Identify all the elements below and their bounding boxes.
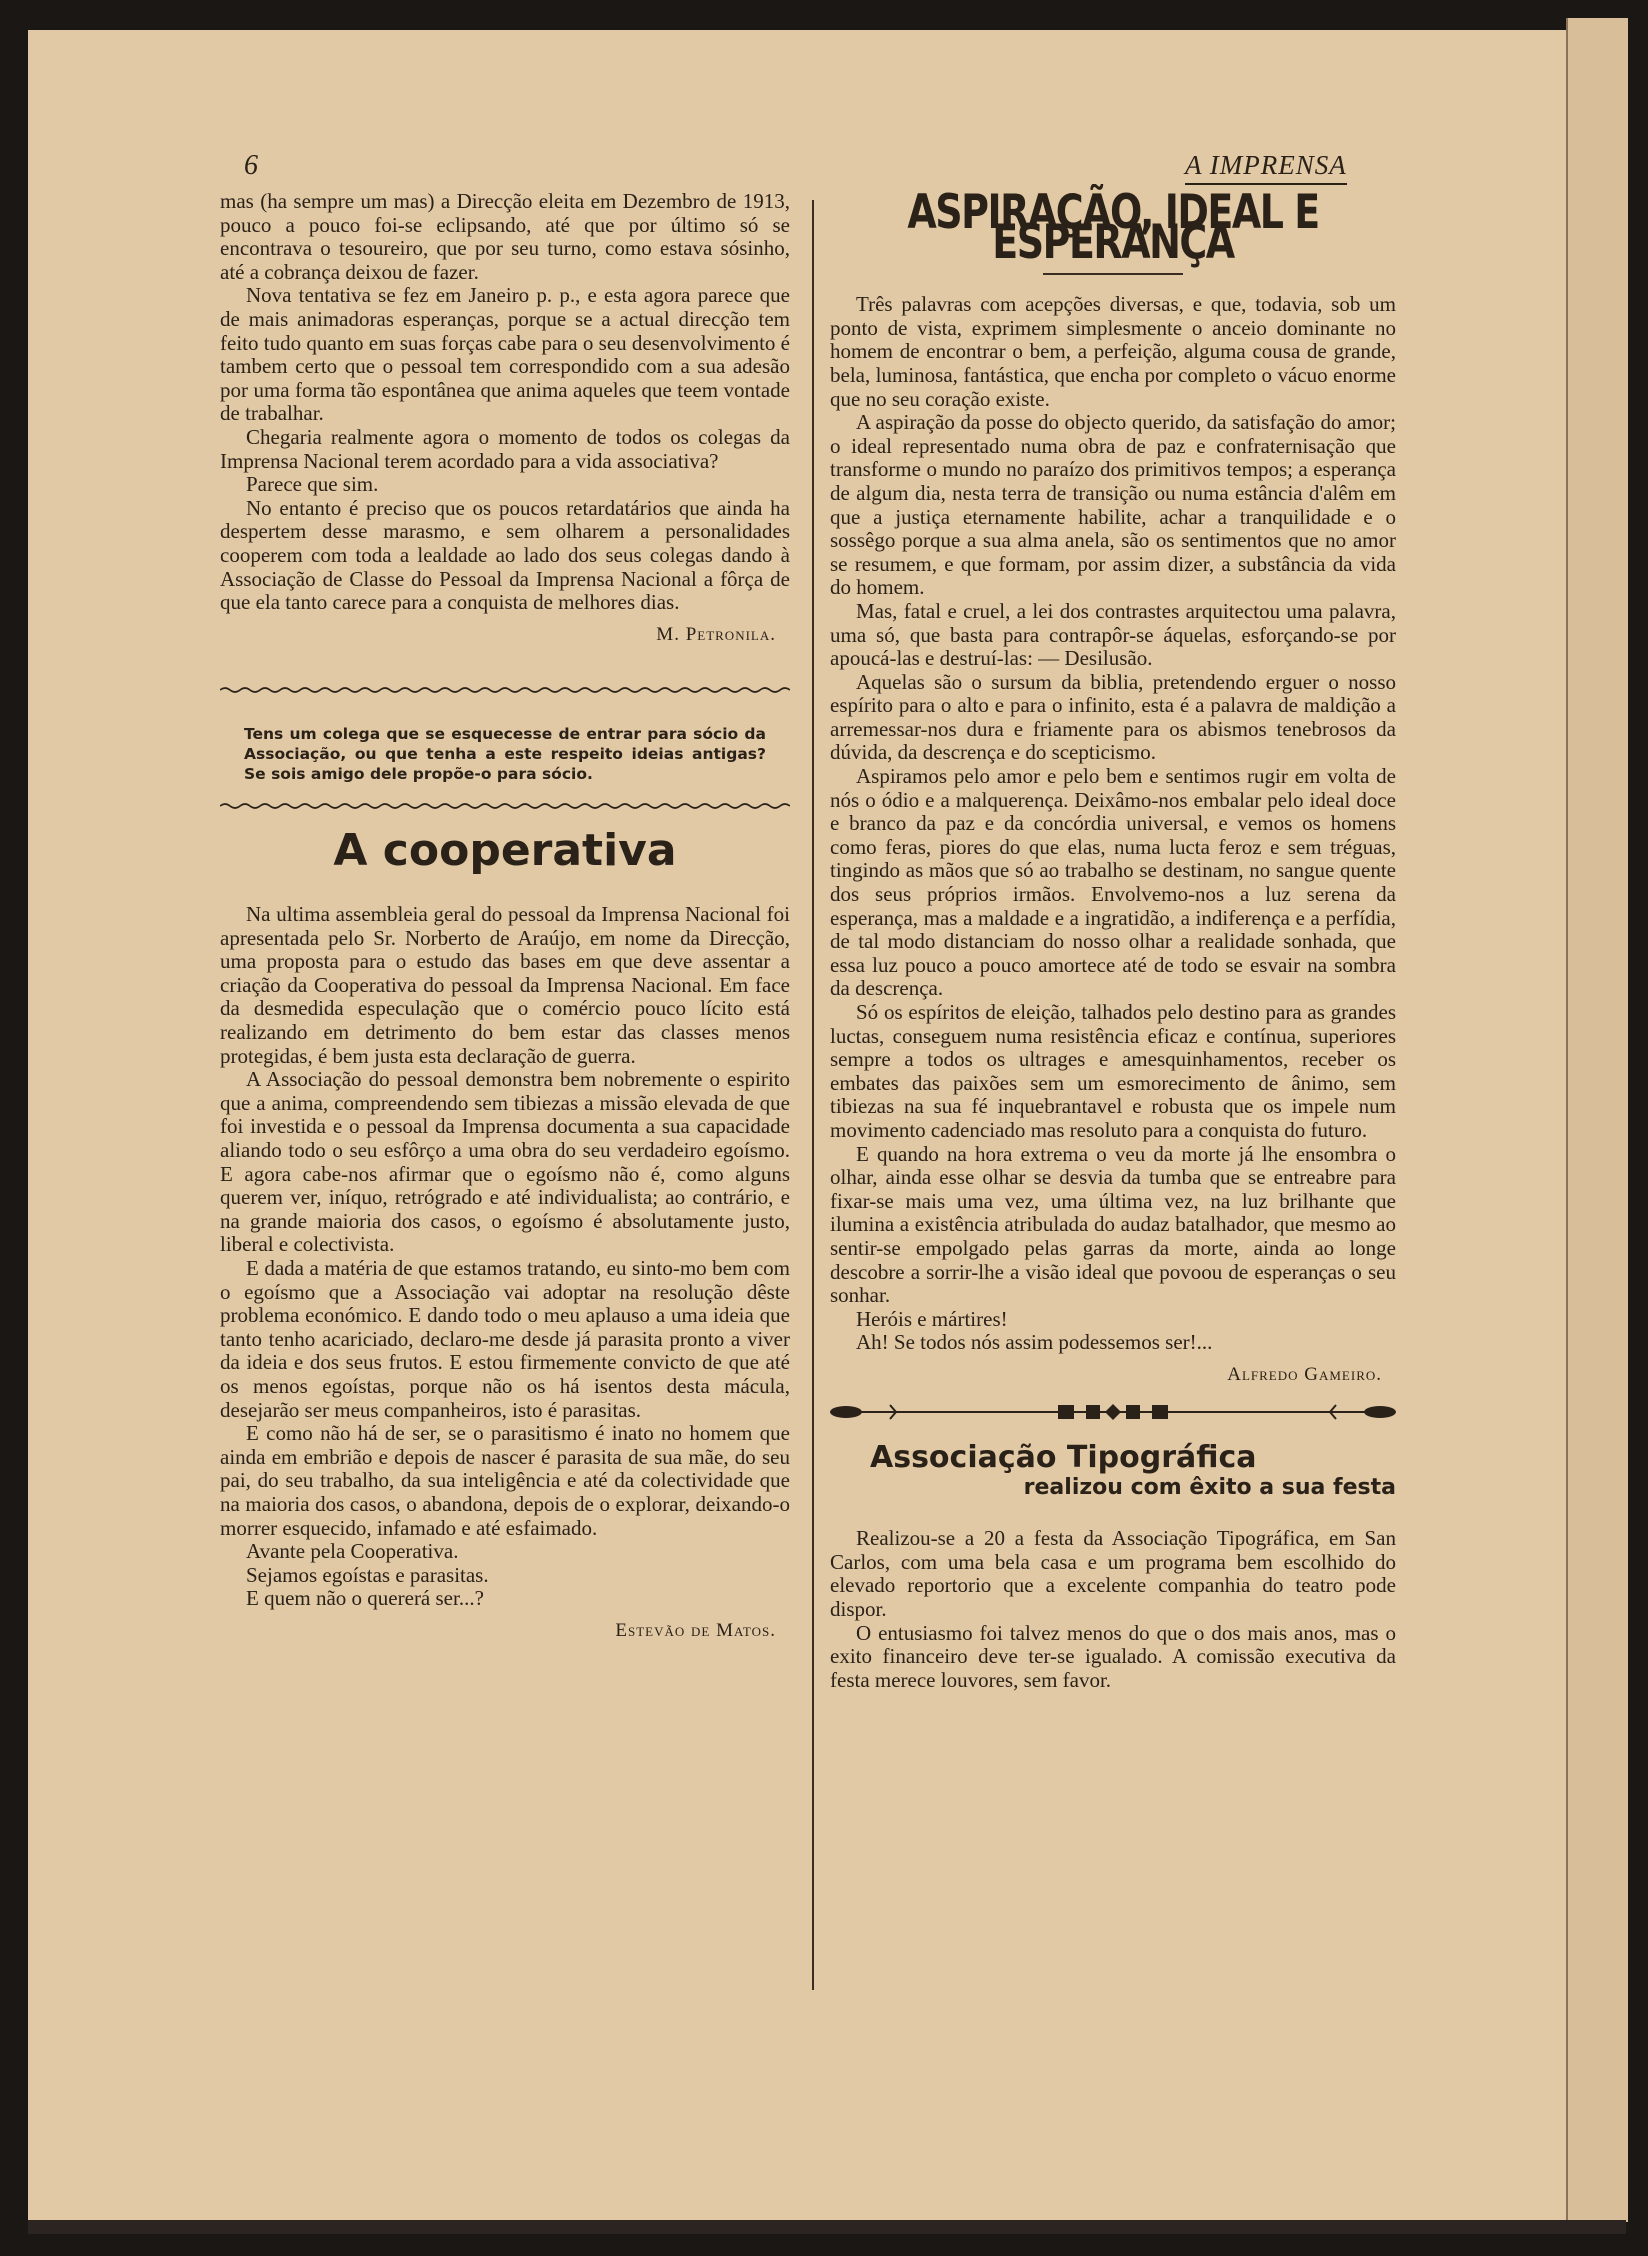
next-page-edge [1566, 18, 1628, 2222]
paragraph: No entanto é preciso que os poucos retardatários que ainda ha despertem desse marasmo, e sem olharem a personalidades cooperem com toda a lealdade ao lado dos seus colegas dando à Associação de Classe do Pessoal da Imprensa Nacional a fôrça de que ela tanto carece para a conquista de melhores dias. [220, 495, 790, 615]
continued-article [220, 190, 790, 646]
paragraph: Três palavras com acepções diversas, e que, todavia, sob um ponto de vista, exprimem simplesmente o anceio dominante no homem de encontrar o bem, a perfeição, alguma cousa de grande, bela, luminosa, fantástica, que encha por completo o vácuo enorme que no seu coração existe. [830, 292, 1396, 411]
paragraph: Realizou-se a 20 a festa da Associação Tipográfica, em San Carlos, com uma bela casa e um programa bem escolhido do elevado reportorio que a excelente companhia do teatro pode dispor. [830, 1526, 1396, 1622]
cooperative-article [220, 903, 790, 1642]
article-title: Associação Tipográfica [870, 1440, 1257, 1476]
paragraph: Na ultima assembleia geral do pessoal da Imprensa Nacional foi apresentada pelo Sr. Norberto de Araújo, em nome da Direcção, uma proposta para o estudo das bases em que deve assentar a criação da Cooperativa do pessoal da Imprensa Nacional. Em face da desmedida especulação que o comércio pouco lícito está realizando em detrimento do bem estar das classes menos protegidas, é bem justa esta declaração de guerra. [220, 902, 790, 1068]
page-number: 6 [244, 150, 258, 181]
paragraph: Mas, fatal e cruel, a lei dos contrastes arquitectou uma palavra, uma só, que basta para contrapôr-se áquelas, esforçando-se por apoucá-las e destruí-las: — Desilusão. [830, 598, 1396, 671]
title-rule [1043, 273, 1183, 275]
paragraph: E como não há de ser, se o parasitismo é inato no homem que ainda em embrião e depois de nascer é parasita de sua mãe, do seu pai, do seu trabalho, da sua inteligência e até da colectividade que na maioria dos casos, o abandona, depois de o explorar, deixando-o morrer esquecido, infamado e até esfaimado. [220, 1421, 790, 1540]
paragraph: E dada a matéria de que estamos tratando, eu sinto-mo bem com o egoísmo que a Associação vai adoptar na resolução dêste problema económico. E dando todo o meu aplauso a uma ideia que tanto tenho acariciado, declaro-me desde já parasita pronto a viver da ideia e dos seus frutos. E estou firmemente convicto de que até os menos egoístas, porque não os há isentos desta mácula, desejarão ser meus companheiros, isto é parasitas. [220, 1255, 790, 1422]
article-subtitle: realizou com êxito a sua festa [1023, 1474, 1396, 1500]
left-column [220, 190, 790, 1642]
scan-bottom-edge [28, 2220, 1626, 2234]
paragraph: Avante pela Cooperativa. [246, 1539, 459, 1564]
paragraph: Chegaria realmente agora o momento de todos os colegas da Imprensa Nacional terem acordado para a vida associativa? [220, 424, 790, 473]
article-signature: M. Petronila. [656, 623, 776, 645]
paragraph: E quando na hora extrema o veu da morte já lhe ensombra o olhar, ainda esse olhar se desvia da tumba que se entreabre para fixar-se mais uma vez, uma última vez, na luz brilhante que ilumina a existência atribulada do audaz batalhador, que mesmo ao sentir-se empolgado pelas garras da morte, ainda ao longe descobre a sorrir-lhe a visão ideal que povoou de esperanças o seu sonhar. [830, 1141, 1396, 1308]
paragraph: Aspiramos pelo amor e pelo bem e sentimos rugir em volta de nós o ódio e a malquerença. Deixâmo-nos embalar pelo ideal doce e branco da paz e da concórdia universal, e vemos os homens como feras, piores do que elas, numa lucta feroz e sem tréguas, tingindo as mãos que só ao trabalho se destinam, no sangue quente dos seus próprios irmãos. Envolvemo-nos a luz serena da esperança, mas a maldade e a ingratidão, a indiferença e a perfídia, de tal modo distanciam do nosso olhar a realidade sonhada, que essa luz pouco a pouco amortece até de todo se esvair na sombra da descrença. [830, 764, 1396, 1001]
wavy-rule [220, 802, 790, 810]
paragraph: Heróis e mártires! [856, 1306, 1008, 1331]
paragraph: Só os espíritos de eleição, talhados pelo destino para as grandes luctas, conseguem numa resistência eficaz e contínua, superiores sempre a todos os ultrages e amesquinhamentos, receber os embates das paixões sem um esmorecimento de ânimo, sem tibiezas na sua fé inquebrantavel e robusta que os impele num movimento cadenciado mas resoluto para a conquista do futuro. [830, 1000, 1396, 1142]
paragraph: Sejamos egoístas e parasitas. [246, 1562, 489, 1587]
paragraph: Aquelas são o sursum da biblia, pretendendo erguer o nosso espírito para o alto e para o infinito, esta é a palavra de maldição a arremessar-nos dura e friamente para os abismos tenebrosos da dúvida, da descrença e do scepticismo. [830, 669, 1396, 765]
paragraph: mas (ha sempre um mas) a Direcção eleita em Dezembro de 1913, pouco a pouco foi-se eclipsando, até que por último só se encontrava o tesoureiro, que por seu turno, como estava sósinho, até a cobrança deixou de fazer. [220, 189, 790, 284]
article-title: A cooperativa [333, 825, 677, 877]
paragraph: A aspiração da posse do objecto querido, da satisfação do amor; o ideal representado numa obra de paz e confraternisação que transforme o mundo no paraízo dos primitivos tempos; a esperança de algum dia, nesta terra de transição ou numa estância d'alêm em que a justiça eternamente habilite, achar a tranquilidade e o sossêgo porque a sua alma anela, são os sentimentos que no amor se resumem, e que formam, por assim dizer, a substância da vida do homem. [830, 410, 1396, 600]
running-title: A IMPRENSA [1185, 150, 1347, 185]
paragraph: Nova tentativa se fez em Janeiro p. p., e esta agora parece que de mais animadoras esperanças, porque se a actual direcção tem feito tudo quanto em suas forças cabe para o seu desenvolvimento é tambem certo que o pessoal tem correspondido com a sua adesão por uma forma tão espontânea que anima aqueles que teem vontade de trabalhar. [220, 283, 790, 426]
typographic-association-article [830, 1527, 1396, 1692]
aspiration-article [830, 293, 1396, 1386]
paragraph: A Associação do pessoal demonstra bem nobremente o espirito que a anima, compreendendo sem tibiezas a missão elevada de que foi investida e o pessoal da Imprensa documenta a sua capacidade aliando todo o seu esfôrço a uma obra do seu verdadeiro egoísmo. E agora cabe-nos afirmar que o egoísmo não é, como alguns querem ver, iníquo, retrógrado e até individualista; ao contrário, e na grande maioria dos casos, o egoísmo é absolutamente justo, liberal e colectivista. [220, 1067, 790, 1257]
article-signature: Estevão de Matos. [615, 1619, 776, 1641]
ornamental-divider-icon [830, 1401, 1396, 1423]
article-signature: Alfredo Gameiro. [1227, 1363, 1382, 1385]
wavy-rule [220, 686, 790, 694]
article-title: ASPIRAÇÃO, IDEAL E ESPERANÇA [907, 184, 1319, 269]
paragraph: E quem não o quererá ser...? [246, 1586, 484, 1611]
paragraph: Parece que sim. [246, 472, 379, 497]
paragraph: Ah! Se todos nós assim podessemos ser!... [856, 1330, 1213, 1355]
membership-notice: Tens um colega que se esquecesse de entrar para sócio da Associação, ou que tenha a este respeito ideias antigas? Se sois amigo dele propõe-o para sócio. [244, 724, 766, 783]
paragraph: O entusiasmo foi talvez menos do que o dos mais anos, mas o exito financeiro deve ter-se igualado. A comissão executiva da festa merece louvores, sem favor. [830, 1620, 1396, 1692]
column-divider [812, 200, 814, 1990]
right-column [830, 184, 1396, 1692]
